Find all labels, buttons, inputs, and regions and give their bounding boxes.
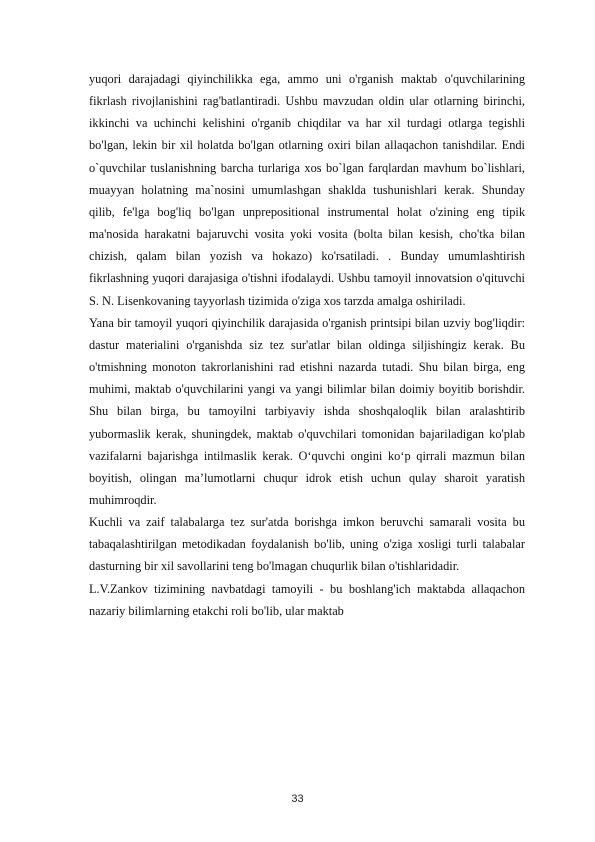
paragraph-4: L.V.Zankov tizimining navbatdagi tamoyili - bu boshlang'ich maktabda allaqachon nazariy bilimlarning etakchi roli bo'lib, ular maktab bbox=[89, 581, 525, 618]
body-text bbox=[89, 68, 525, 622]
paragraph-2: Yana bir tamoyil yuqori qiyinchilik darajasida o'rganish printsipi bilan uzviy bog'liqdir: dastur materialini o'rganishda siz tez sur'atlar bilan oldinga siljishingiz kerak. Bu o'tmishning monoton takrorlanishini rad etishni nazarda tutadi. Shu bilan birga, eng muhimi, maktab o'quvchilarini yangi va yangi bilimlar bilan doimiy boyitib borishdir. Shu bilan birga, bu tamoyilni tarbiyaviy ishda shoshqaloqlik bilan aralashtirib yubormaslik kerak, shuningdek, maktab o'quvchilari tomonidan bajariladigan ko'plab vazifalarni bajarishga intilmaslik kerak. O‘quvchi ongini ko‘p qirrali mazmun bilan boyitish, olingan ma’lumotlarni chuqur idrok etish uchun qulay sharoit yaratish muhimroqdir. bbox=[89, 315, 525, 507]
paragraph-1: yuqori darajadagi qiyinchilikka ega, ammo uni o'rganish maktab o'quvchilarining fikrlash rivojlanishini rag'batlantiradi. Ushbu mavzudan oldin ular otlarning birinchi, ikkinchi va uchinchi kelishini o'rganib chiqdilar va har xil turdagi otlarga tegishli bo'lgan, lekin bir xil holatda bo'lgan otlarning oxiri bilan allaqachon tanishdilar. Endi o`quvchilar tuslanishning barcha turlariga xos bo`lgan farqlardan mavhum bo`lishlari, muayyan holatning ma`nosini umumlashgan shaklda tushunishlari kerak. Shunday qilib, fe'lga bog'liq bo'lgan unprepositional instrumental holat o'zining eng tipik ma'nosida harakatni bajaruvchi vosita yoki vosita (bolta bilan kesish, cho'tka bilan chizish, qalam bilan yozish va hokazo) ko'rsatiladi. . Bunday umumlashtirish fikrlashning yuqori darajasiga o'tishni ifodalaydi. Ushbu tamoyil innovatsion o'qituvchi S. N. Lisenkovaning tayyorlash tizimida o'ziga xos tarzda amalga oshiriladi. bbox=[89, 72, 525, 308]
paragraph-3: Kuchli va zaif talabalarga tez sur'atda borishga imkon beruvchi samarali vosita bu tabaqalashtirilgan metodikadan foydalanish bo'lib, uning o'ziga xosligi turli talabalar dasturning bir xil savollarini teng bo'lmagan chuqurlik bilan o'tishlaridadir. bbox=[89, 515, 525, 574]
page-number: 33 bbox=[291, 793, 304, 805]
